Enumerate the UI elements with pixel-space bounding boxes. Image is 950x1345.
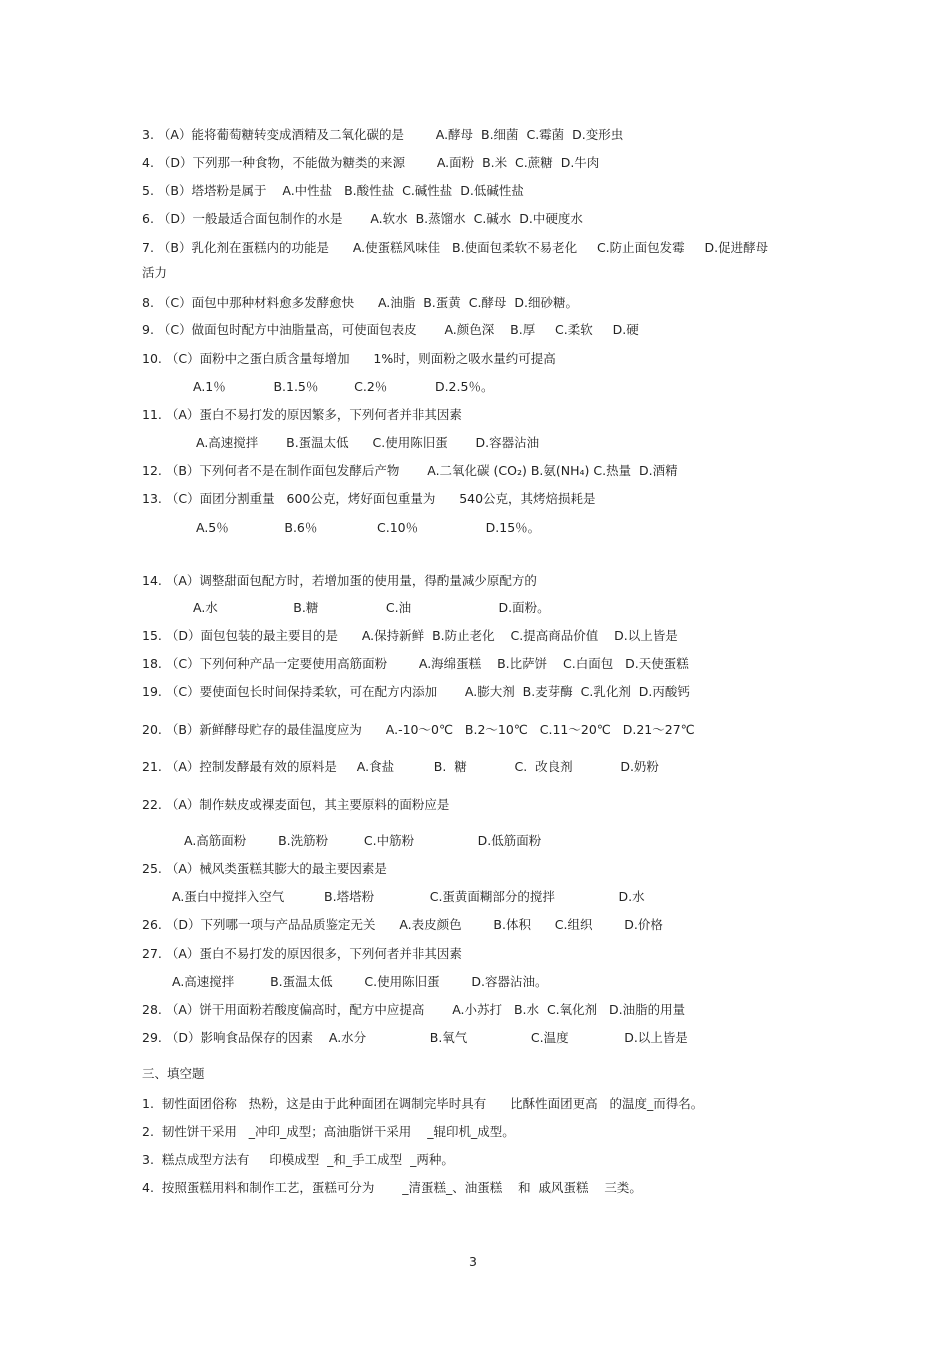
question-29: 29. （D）影响食品保存的因素 A.水分 B.氧气 C.温度 D.以上皆是	[142, 1030, 688, 1045]
question-7-continued: 活力	[142, 265, 168, 280]
question-27: 27. （A）蛋白不易打发的原因很多，下列何者并非其因素	[142, 946, 462, 961]
fill-in-3: 3. 糕点成型方法有 印模成型 _和_手工成型 _两种。	[142, 1152, 454, 1167]
question-14-options: A.水 B.糖 C.油 D.面粉。	[193, 600, 550, 615]
question-13: 13. （C）面团分割重量 600公克，烤好面包重量为 540公克，其烤焙损耗是	[142, 491, 596, 506]
question-11-options: A.高速搅拌 B.蛋温太低 C.使用陈旧蛋 D.容器沾油	[196, 435, 540, 450]
question-21: 21. （A）控制发酵最有效的原料是 A.食盐 B. 糖 C. 改良剂 D.奶粉	[142, 759, 659, 774]
question-6: 6. （D）一般最适合面包制作的水是 A.软水 B.蒸馏水 C.碱水 D.中硬度水	[142, 211, 583, 226]
question-15: 15. （D）面包包装的最主要目的是 A.保持新鲜 B.防止老化 C.提高商品价值 D.以上皆是	[142, 628, 678, 643]
page-number: 3	[469, 1254, 477, 1269]
question-12: 12. （B）下列何者不是在制作面包发酵后产物 A.二氧化碳 (CO₂) B.氨(NH₄) C.热量 D.酒精	[142, 463, 678, 478]
question-14: 14. （A）调整甜面包配方时，若增加蛋的使用量，得酌量减少原配方的	[142, 573, 537, 588]
fill-in-2: 2. 韧性饼干采用 _冲印_成型；高油脂饼干采用 _辊印机_成型。	[142, 1124, 515, 1139]
fill-in-1: 1. 韧性面团俗称 热粉，这是由于此种面团在调制完毕时具有 比酥性面团更高 的温度_而得名。	[142, 1096, 704, 1111]
question-25: 25. （A）械风类蛋糕其膨大的最主要因素是	[142, 861, 387, 876]
fill-in-4: 4. 按照蛋糕用料和制作工艺，蛋糕可分为 _清蛋糕_、油蛋糕 和 戚风蛋糕 三类。	[142, 1180, 642, 1195]
question-5: 5. （B）塔塔粉是属于 A.中性盐 B.酸性盐 C.碱性盐 D.低碱性盐	[142, 183, 524, 198]
question-28: 28. （A）饼干用面粉若酸度偏高时，配方中应提高 A.小苏打 B.水 C.氧化剂 D.油脂的用量	[142, 1002, 686, 1017]
question-4: 4. （D）下列那一种食物，不能做为糖类的来源 A.面粉 B.米 C.蔗糖 D.牛肉	[142, 155, 600, 170]
question-18: 18. （C）下列何种产品一定要使用高筋面粉 A.海绵蛋糕 B.比萨饼 C.白面包 D.天使蛋糕	[142, 656, 689, 671]
question-11: 11. （A）蛋白不易打发的原因繁多，下列何者并非其因素	[142, 407, 462, 422]
question-3: 3. （A）能将葡萄糖转变成酒精及二氧化碳的是 A.酵母 B.细菌 C.霉菌 D.变形虫	[142, 127, 624, 142]
question-26: 26. （D）下列哪一项与产品品质鉴定无关 A.表皮颜色 B.体积 C.组织 D.价格	[142, 917, 663, 932]
question-7: 7. （B）乳化剂在蛋糕内的功能是 A.使蛋糕风味佳 B.使面包柔软不易老化 C.防止面包发霉 D.促进酵母	[142, 240, 769, 255]
question-22-options: A.高筋面粉 B.洗筋粉 C.中筋粉 D.低筋面粉	[184, 833, 542, 848]
question-10: 10. （C）面粉中之蛋白质含量每增加 1%时，则面粉之吸水量约可提高	[142, 351, 556, 366]
question-25-options: A.蛋白中搅拌入空气 B.塔塔粉 C.蛋黄面糊部分的搅拌 D.水	[172, 889, 645, 904]
question-13-options: A.5％ B.6％ C.10％ D.15％。	[196, 520, 541, 535]
question-20: 20. （B）新鲜酵母贮存的最佳温度应为 A.-10～0℃ B.2～10℃ C.11～20℃ D.21～27℃	[142, 722, 695, 737]
section-heading-fill-in: 三、填空题	[142, 1066, 205, 1081]
question-9: 9. （C）做面包时配方中油脂量高，可使面包表皮 A.颜色深 B.厚 C.柔软 D.硬	[142, 322, 639, 337]
question-8: 8. （C）面包中那种材料愈多发酵愈快 A.油脂 B.蛋黄 C.酵母 D.细砂糖。	[142, 295, 578, 310]
question-22: 22. （A）制作麸皮或裸麦面包，其主要原料的面粉应是	[142, 797, 450, 812]
question-10-options: A.1％ B.1.5％ C.2％ D.2.5％。	[193, 379, 494, 394]
question-27-options: A.高速搅拌 B.蛋温太低 C.使用陈旧蛋 D.容器沾油。	[172, 974, 548, 989]
question-19: 19. （C）要使面包长时间保持柔软，可在配方内添加 A.膨大剂 B.麦芽酶 C.乳化剂 D.丙酸钙	[142, 684, 690, 699]
